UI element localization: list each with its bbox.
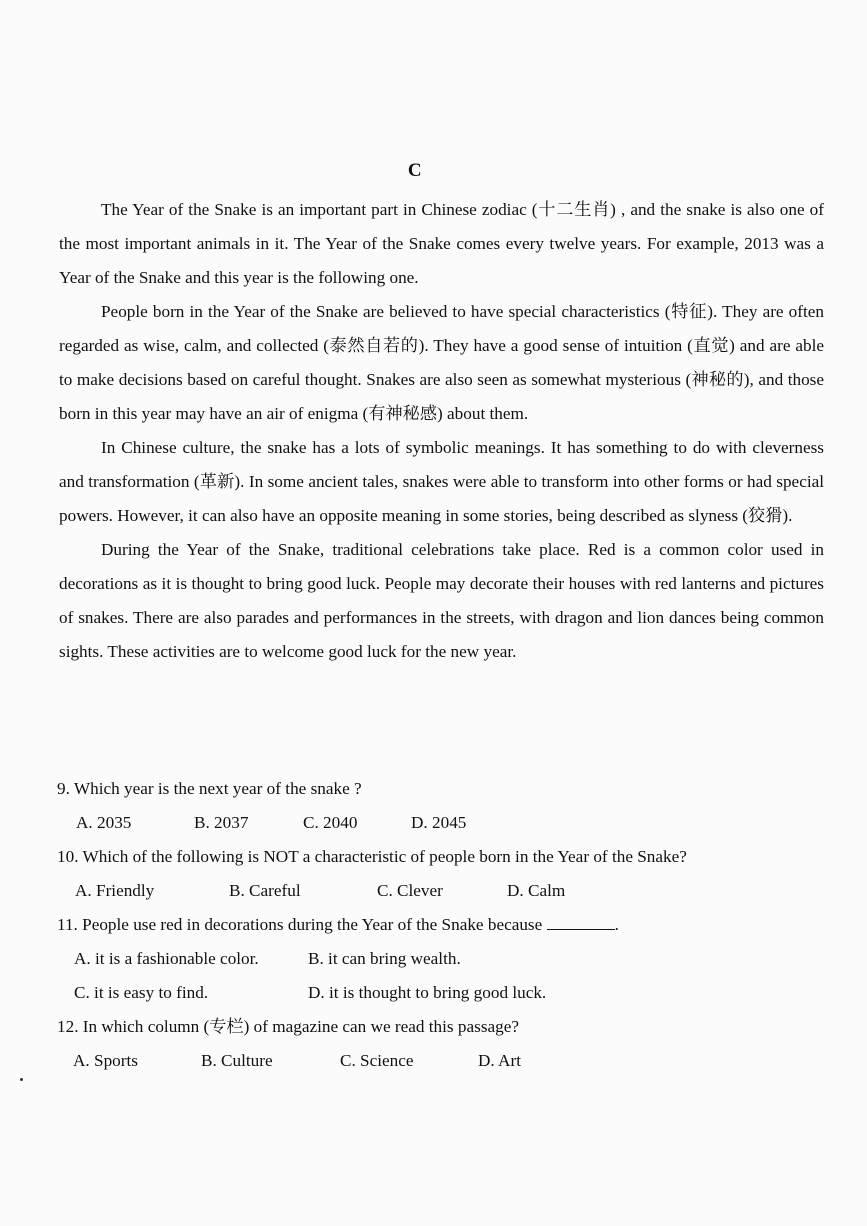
question-12 [57, 1010, 827, 1078]
answer-blank [547, 915, 615, 930]
reading-passage [59, 193, 824, 669]
passage-paragraph-4: During the Year of the Snake, traditional celebrations take place. Red is a common color used in decorations as it is thought to bring good luck. People may decorate their houses with red lanterns and pictures of snakes. There are also parades and performances in the streets, with dragon and lion dances being common sights. These activities are to welcome good luck for the new year. [59, 540, 824, 661]
question-stem: 11. People use red in decorations during the Year of the Snake because [57, 915, 543, 934]
scan-speck [20, 1078, 23, 1081]
option-d[interactable]: D. Art [478, 1051, 521, 1070]
question-9 [57, 772, 827, 840]
question-stem-row [57, 908, 827, 942]
question-11 [57, 908, 827, 1010]
option-a[interactable]: A. 2035 [76, 813, 132, 832]
option-c[interactable]: C. 2040 [303, 813, 358, 832]
question-stem: 10. Which of the following is NOT a characteristic of people born in the Year of the Snake? [57, 847, 687, 866]
option-d[interactable]: D. Calm [507, 881, 566, 900]
option-b[interactable]: B. Culture [201, 1051, 273, 1070]
option-b[interactable]: B. Careful [229, 881, 301, 900]
passage-paragraph-3: In Chinese culture, the snake has a lots of symbolic meanings. It has something to do with cleverness and transformation (革新). In some ancient tales, snakes were able to transform into other forms or had special powers. However, it can also have an opposite meaning in some stories, being described as slyness (狡猾). [59, 438, 824, 525]
answer-options [57, 1044, 827, 1078]
passage-paragraph-1: The Year of the Snake is an important part in Chinese zodiac (十二生肖) , and the snake is also one of the most important animals in it. The Year of the Snake comes every twelve years. For example, 2013 was a Year of the Snake and this year is the following one. [59, 200, 824, 287]
option-a[interactable]: A. it is a fashionable color. [74, 949, 259, 968]
option-c[interactable]: C. Science [340, 1051, 414, 1070]
question-10 [57, 840, 827, 908]
option-c[interactable]: C. Clever [377, 881, 443, 900]
answer-options [57, 942, 827, 976]
passage-paragraph-2: People born in the Year of the Snake are believed to have special characteristics (特征). They are often regarded as wise, calm, and collected (泰然自若的). They have a good sense of intuition (直觉) and are able to make decisions based on careful thought. Snakes are also seen as somewhat mysterious (神秘的), and those born in this year may have an air of enigma (有神秘感) about them. [59, 302, 824, 423]
answer-options [57, 874, 827, 908]
stem-period: . [614, 915, 619, 934]
option-a[interactable]: A. Sports [73, 1051, 138, 1070]
option-c[interactable]: C. it is easy to find. [74, 983, 209, 1002]
answer-options [57, 806, 827, 840]
option-a[interactable]: A. Friendly [75, 881, 155, 900]
option-d[interactable]: D. it is thought to bring good luck. [308, 983, 547, 1002]
question-stem: 9. Which year is the next year of the snake ? [57, 779, 362, 798]
option-d[interactable]: D. 2045 [411, 813, 467, 832]
question-stem: 12. In which column (专栏) of magazine can we read this passage? [57, 1017, 519, 1036]
question-list [57, 772, 827, 1078]
answer-options [57, 976, 827, 1010]
option-b[interactable]: B. 2037 [194, 813, 249, 832]
option-b[interactable]: B. it can bring wealth. [308, 949, 461, 968]
section-title: C [407, 160, 423, 181]
